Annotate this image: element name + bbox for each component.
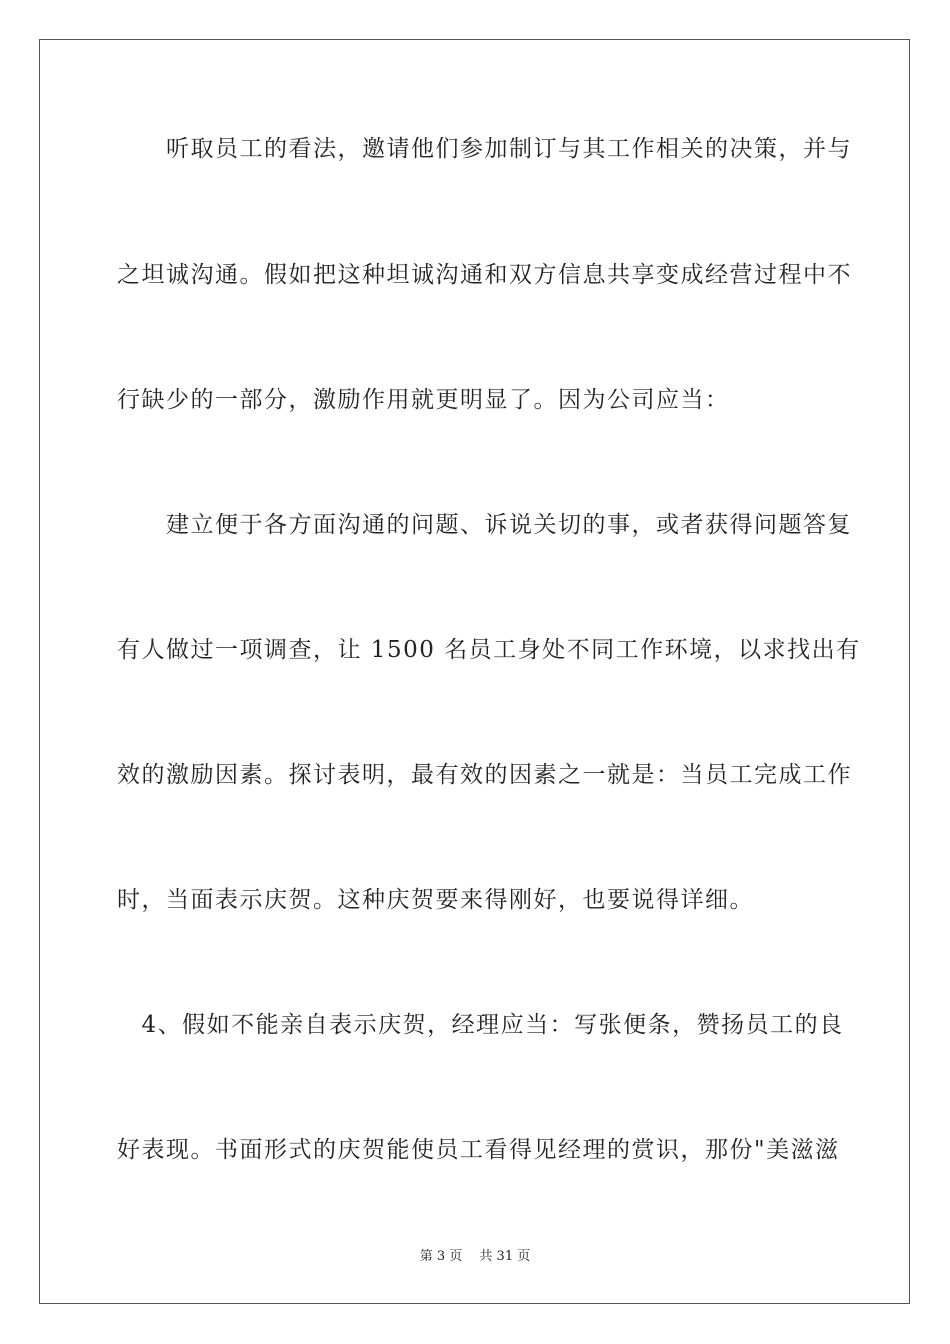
text-line: 听取员工的看法，邀请他们参加制订与其工作相关的决策，并与 [117,136,852,162]
text-line: 有人做过一项调查，让 1500 名员工身处不同工作环境，以求找出有 [117,637,861,663]
text-line: 建立便于各方面沟通的问题、诉说关切的事，或者获得问题答复 [117,512,852,538]
text-line: 时，当面表示庆贺。这种庆贺要来得刚好，也要说得详细。 [117,887,754,913]
text-line: 好表现。书面形式的庆贺能使员工看得见经理的赏识，那份"美滋滋 [117,1137,840,1163]
page-number-footer: 第 3 页 共 31 页 [419,1249,531,1264]
text-line: 行缺少的一部分，激励作用就更明显了。因为公司应当： [117,387,730,413]
text-line: 4、假如不能亲自表示庆贺，经理应当：写张便条，赞扬员工的良 [117,1012,844,1038]
text-line: 之坦诚沟通。假如把这种坦诚沟通和双方信息共享变成经营过程中不 [117,262,852,288]
text-line: 效的激励因素。探讨表明，最有效的因素之一就是：当员工完成工作 [117,762,852,788]
page-border [39,39,910,1304]
